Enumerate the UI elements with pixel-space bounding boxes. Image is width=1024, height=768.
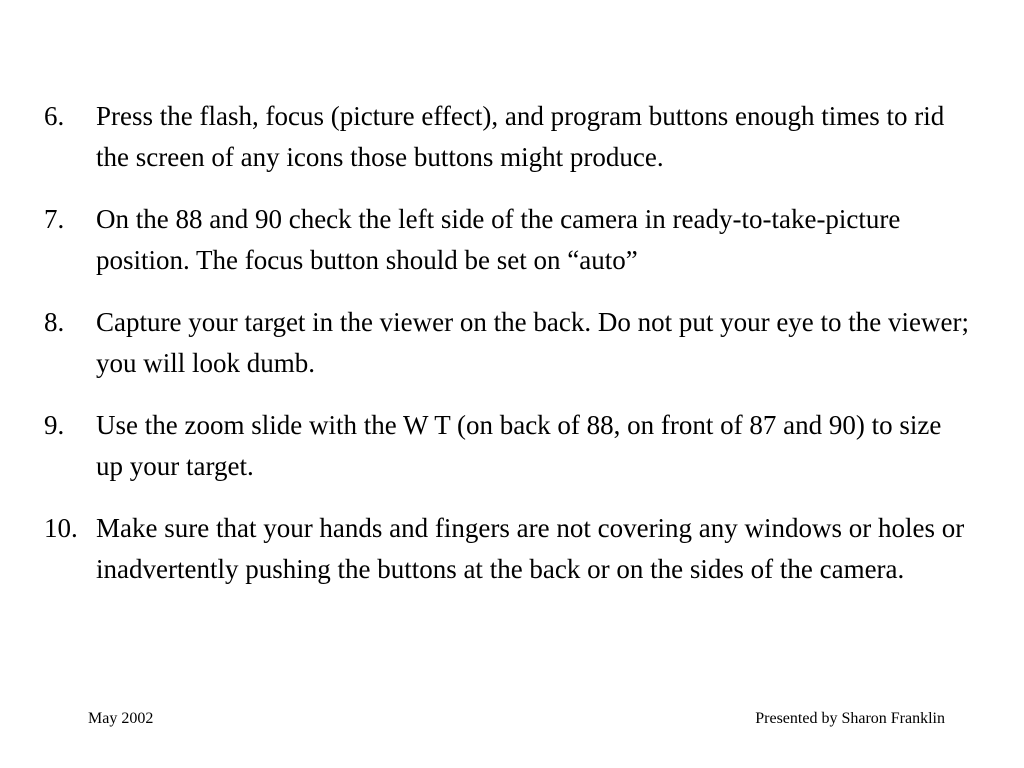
list-item-9: [44, 405, 974, 487]
footer-date: May 2002: [88, 710, 154, 727]
list-item-7: [44, 199, 974, 281]
list-item-text: Use the zoom slide with the W T (on back of 88, on front of 87 and 90) to size up your target.: [96, 410, 942, 481]
list-item-text: On the 88 and 90 check the left side of the camera in ready-to-take-picture position. The focus button should be set on “auto”: [96, 204, 901, 275]
list-item-number: 10.: [44, 513, 78, 543]
list-item-text: Capture your target in the viewer on the back. Do not put your eye to the viewer; you will look dumb.: [96, 307, 969, 378]
footer-presenter: Presented by Sharon Franklin: [755, 710, 945, 727]
list-item-number: 6.: [44, 101, 65, 131]
list-item-8: [44, 302, 974, 384]
list-item-number: 8.: [44, 307, 65, 337]
list-item-text: Make sure that your hands and fingers are not covering any windows or holes or inadvertently pushing the buttons at the back or on the sides of the camera.: [96, 513, 965, 584]
list-item-number: 7.: [44, 204, 65, 234]
instruction-list: [44, 96, 974, 590]
list-item-text: Press the flash, focus (picture effect), and program buttons enough times to rid the screen of any icons those buttons might produce.: [96, 101, 945, 172]
list-item-6: [44, 96, 974, 178]
list-item-number: 9.: [44, 410, 65, 440]
list-item-10: [44, 508, 974, 590]
